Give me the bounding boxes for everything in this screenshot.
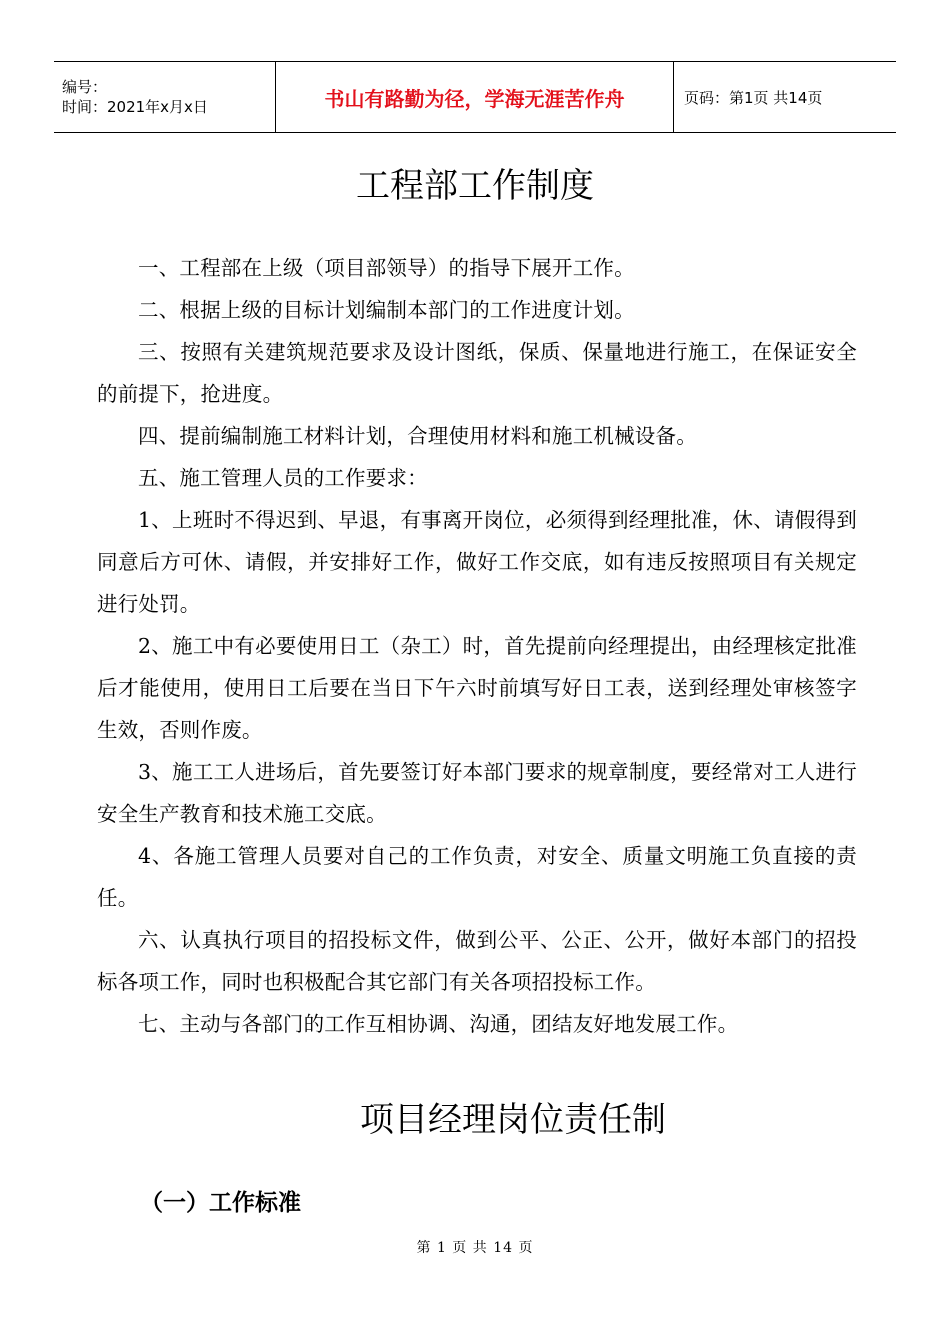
paragraph: 四、提前编制施工材料计划，合理使用材料和施工机械设备。 — [138, 424, 697, 448]
header-motto: 书山有路勤为径，学海无涯苦作舟 — [276, 62, 674, 133]
paragraph: 二、根据上级的目标计划编制本部门的工作进度计划。 — [138, 298, 635, 322]
document-body — [97, 247, 857, 1045]
paragraph: 七、主动与各部门的工作互相协调、沟通，团结友好地发展工作。 — [138, 1012, 739, 1036]
page-header — [54, 61, 896, 133]
time-label: 时间：2021年x月x日 — [62, 98, 208, 116]
subheading: （一）工作标准 — [140, 1190, 301, 1216]
paragraph: 1、上班时不得迟到、早退，有事离开岗位，必须得到经理批准，休、请假得到同意后方可休、请假，并安排好工作，做好工作交底，如有违反按照项目有关规定进行处罚。 — [97, 508, 857, 616]
code-label: 编号： — [62, 78, 108, 96]
document-title: 工程部工作制度 — [356, 166, 594, 206]
paragraph: 六、认真执行项目的招投标文件，做到公平、公正、公开，做好本部门的招投标各项工作，同时也积极配合其它部门有关各项招投标工作。 — [97, 928, 857, 994]
paragraph: 3、施工工人进场后，首先要签订好本部门要求的规章制度，要经常对工人进行安全生产教育和技术施工交底。 — [97, 760, 857, 826]
header-page-info: 页码：第1页 共14页 — [674, 62, 897, 133]
paragraph: 4、各施工管理人员要对自己的工作负责，对安全、质量文明施工负直接的责任。 — [97, 844, 857, 910]
header-meta — [54, 62, 276, 133]
paragraph: 三、按照有关建筑规范要求及设计图纸，保质、保量地进行施工，在保证安全的前提下，抢进度。 — [97, 340, 857, 406]
paragraph: 五、施工管理人员的工作要求： — [138, 466, 428, 490]
page-footer: 第 1 页 共 14 页 — [416, 1240, 534, 1256]
section-title: 项目经理岗位责任制 — [360, 1100, 666, 1140]
paragraph: 2、施工中有必要使用日工（杂工）时，首先提前向经理提出，由经理核定批准后才能使用，使用日工后要在当日下午六时前填写好日工表，送到经理处审核签字生效，否则作废。 — [97, 634, 857, 742]
paragraph: 一、工程部在上级（项目部领导）的指导下展开工作。 — [138, 256, 635, 280]
